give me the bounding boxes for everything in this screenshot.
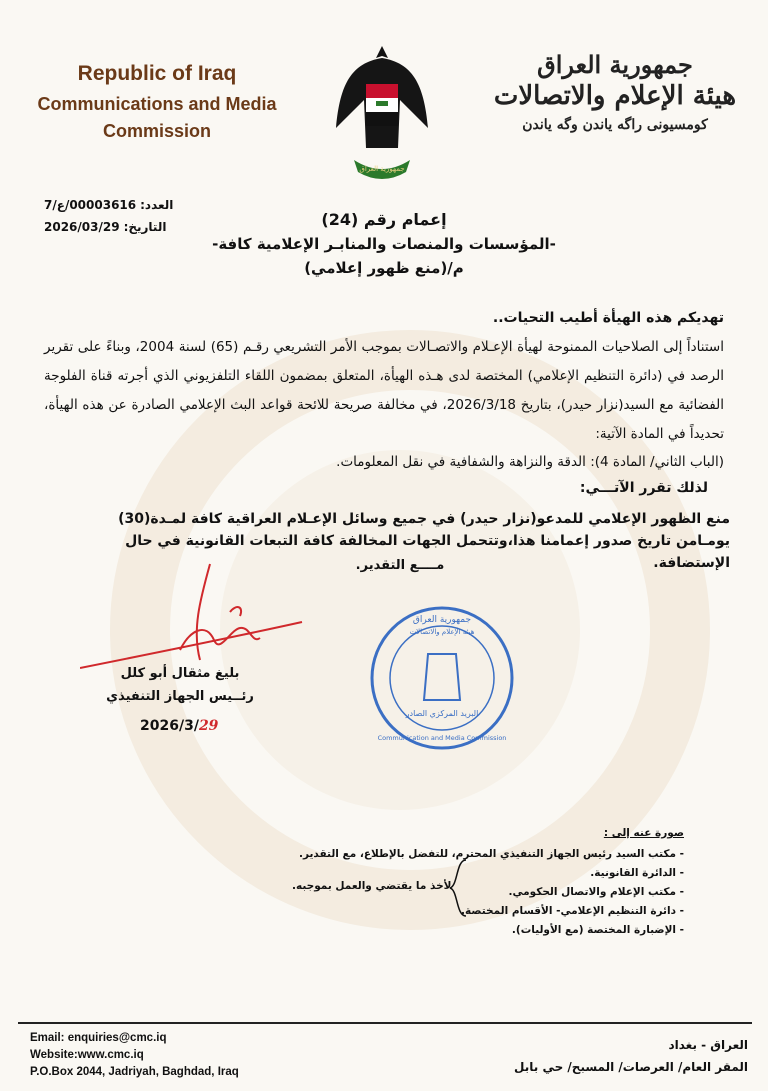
header-en-line1: Republic of Iraq (77, 62, 237, 85)
handwritten-signature (80, 560, 310, 680)
cc-item: - دائرة التنظيم الإعلامي- الأقسام المختصة. (461, 905, 684, 917)
reference-date-label: التاريخ: (123, 220, 167, 234)
cc-note: لأخذ ما يقتضي والعمل بموجبه. (292, 880, 452, 892)
header-ar-line1: جمهورية العراق (537, 50, 693, 79)
decision-text: منع الظهور الإعلامي للمدعو(نزار حيدر) في جميع وسائل الإعـلام العراقية كافة لمـدة(30) يومـامن تاريخ صدور إعمامنا هذا،وتتحمل الجهات المخالفة كافة التبعات القانونية في حال الإستضافة. (118, 511, 730, 571)
header-ar-line2: هيئة الإعلام والاتصالات (493, 81, 737, 111)
decision-label: لذلك تقرر الآتـــي: (579, 480, 708, 496)
footer-ar-line2: المقر العام/ العرصات/ المسبح/ حي بابل (514, 1060, 748, 1074)
regards: مــــع التقدير. (355, 558, 445, 573)
greeting: تهديكم هذه الهيأة أطيب التحيات.. (492, 310, 724, 326)
header-en-line3: Commission (102, 121, 212, 141)
iraq-eagle-emblem-icon (332, 38, 432, 188)
footer-address (514, 1034, 748, 1078)
title-block (200, 210, 568, 277)
reference-date-value: 2026/03/29 (44, 220, 120, 234)
addressees: -المؤسسات والمنصات والمنابـر الإعلامية كافة- (212, 235, 556, 253)
signature-date-handwritten: 29 (198, 718, 219, 734)
signature-date (140, 718, 218, 734)
header-english (22, 62, 292, 142)
official-stamp-icon (368, 604, 516, 752)
cc-item: - الإضبارة المختصة (مع الأوليات). (511, 924, 684, 936)
emblem-text: جمهورية العراق (359, 165, 405, 173)
footer-divider (18, 1022, 752, 1024)
signer-block (100, 666, 260, 712)
cc-item: - مكتب الإعلام والاتصال الحكومي. (508, 886, 684, 898)
footer-website: Website:www.cmc.iq (30, 1049, 144, 1061)
signer-name: بليغ مثقال أبو كلل (120, 666, 240, 681)
body-paragraph: استناداً إلى الصلاحيات الممنوحة لهيأة الإعـلام والاتصـالات بموجب الأمر التشريعي رقـم (65) لسنة 2004، وبناءً على تقرير الرصد في (دائرة التنظيم الإعلامي) المختصة لدى هـذه الهيأة، المتعلق بمضمون اللقاء التلفزيوني الذي أجرته قناة الفلوجة الفضائية مع السيد(نزار حيدر)، بتاريخ 2026/3/18، في مخالفة صريحة للائحة قواعد البث الإعلامي الصادرة عن هذه الهيأة، تحديداً في المادة الآتية: (44, 339, 724, 442)
reference-number-label: العدد: (140, 198, 174, 212)
letter-body (44, 304, 724, 449)
stamp-ar-text: هيئة الإعلام والاتصالات (409, 628, 475, 636)
reference-box (44, 198, 204, 242)
header-ku-line: كومسيونى راگه ياندن وگه ياندن (522, 117, 708, 133)
reference-number-value: 00003616/ع/7 (44, 198, 137, 212)
signer-title: رئــيس الجهاز التنفيذي (106, 689, 254, 704)
footer-ar-line1: العراق - بغداد (668, 1038, 748, 1052)
stamp-en-text: Communication and Media Commission (377, 734, 507, 742)
header-en-line2: Communications and Media (37, 94, 277, 114)
cc-heading: صورة عنه إلى : (603, 827, 684, 839)
reference-number-row (44, 198, 204, 212)
cc-item: - مكتب السيد رئيس الجهاز التنفيذي المحترم، للتفضل بالإطلاع، مع التقدير. (298, 848, 684, 860)
article-bullet: (الباب الثاني/ المادة 4): الدقة والنزاهة والشفافية في نقل المعلومات. (336, 454, 724, 470)
cc-item: - الدائرة القانونية. (590, 867, 684, 879)
stamp-center-text: البريد المركزي الصادر (405, 709, 479, 718)
signature-date-prefix: 2026/3/ (140, 718, 199, 734)
stamp-top-text: جمهورية العراق (412, 615, 472, 625)
footer-contact (30, 1030, 239, 1081)
footer-email: Email: enquiries@cmc.iq (30, 1032, 167, 1044)
header-arabic (480, 50, 750, 133)
reference-date-row (44, 220, 204, 234)
footer-pobox: P.O.Box 2044, Jadriyah, Baghdad, Iraq (30, 1066, 239, 1078)
subject: م/(منع ظهور إعلامي) (304, 259, 464, 277)
circular-number: إعمام رقم (24) (321, 210, 447, 229)
